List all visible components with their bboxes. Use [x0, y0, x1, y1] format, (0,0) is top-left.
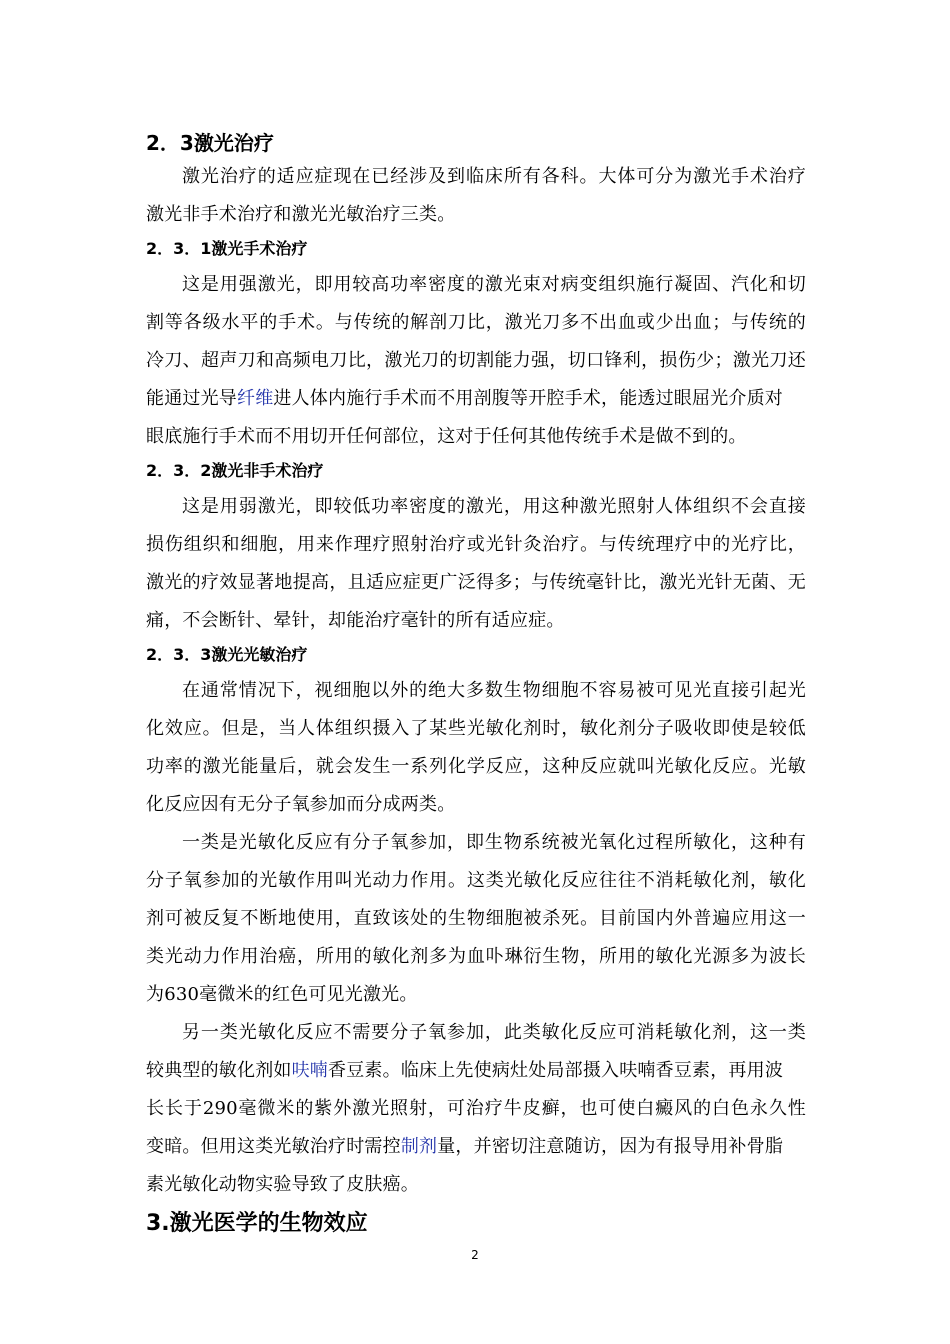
section-heading-3: 3.激光医学的生物效应: [146, 1211, 368, 1236]
text-span: 变暗。但用这类光敏治疗时需控: [146, 1136, 401, 1157]
paragraph-line: 剂可被反复不断地使用，直致该处的生物细胞被杀死。目前国内外普遍应用这一: [146, 908, 806, 929]
text-span: 进人体内施行手术而不用剖腹等开腔手术，能透过眼屈光介质对: [273, 388, 784, 409]
furan-link[interactable]: 呋喃: [291, 1060, 329, 1081]
subsection-heading-2-3-3: 2．3．3激光光敏治疗: [146, 645, 308, 664]
text-span: 能通过光导: [146, 388, 237, 409]
section-heading-2-3: 2．3激光治疗: [146, 131, 274, 155]
paragraph-line: 功率的激光能量后，就会发生一系列化学反应，这种反应就叫光敏化反应。光敏: [146, 756, 806, 777]
paragraph-line: 长长于290毫微米的紫外激光照射，可治疗牛皮癣，也可使白癜风的白色永久性: [146, 1098, 806, 1119]
paragraph-line: 激光的疗效显著地提高，且适应症更广泛得多；与传统毫针比，激光光针无菌、无: [146, 572, 806, 593]
paragraph-line: 化反应因有无分子氧参加而分成两类。: [146, 794, 456, 815]
paragraph-line: 分子氧参加的光敏作用叫光动力作用。这类光敏化反应往往不消耗敏化剂，敏化: [146, 870, 806, 891]
subsection-heading-2-3-2: 2．3．2激光非手术治疗: [146, 461, 324, 480]
paragraph-line: 在通常情况下，视细胞以外的绝大多数生物细胞不容易被可见光直接引起光: [182, 680, 806, 701]
paragraph-line: 痛，不会断针、晕针，却能治疗毫针的所有适应症。: [146, 610, 565, 631]
paragraph-line: 为630毫微米的红色可见光激光。: [146, 984, 418, 1005]
page-number: 2: [471, 1248, 479, 1262]
intro-line: 激光治疗的适应症现在已经涉及到临床所有各科。大体可分为激光手术治疗: [182, 166, 806, 187]
text-span: 较典型的敏化剂如: [146, 1060, 292, 1081]
paragraph-line: 素光敏化动物实验导致了皮肤癌。: [146, 1174, 419, 1195]
paragraph-line: [146, 1056, 806, 1082]
paragraph-line: 损伤组织和细胞，用来作理疗照射治疗或光针灸治疗。与传统理疗中的光疗比，: [146, 534, 806, 555]
paragraph-line: 一类是光敏化反应有分子氧参加，即生物系统被光氧化过程所敏化，这种有: [182, 832, 806, 853]
paragraph-line: [146, 1132, 806, 1158]
preparation-link[interactable]: 制剂: [400, 1136, 438, 1157]
intro-line: 激光非手术治疗和激光光敏治疗三类。: [146, 204, 456, 225]
paragraph-line: 眼底施行手术而不用切开任何部位，这对于任何其他传统手术是做不到的。: [146, 426, 747, 447]
fiber-link[interactable]: 纤维: [237, 388, 274, 409]
paragraph-line: 冷刀、超声刀和高频电刀比，激光刀的切割能力强，切口锋利，损伤少；激光刀还: [146, 350, 806, 371]
paragraph-line: 化效应。但是，当人体组织摄入了某些光敏化剂时，敏化剂分子吸收即使是较低: [146, 718, 806, 739]
paragraph-line: 这是用弱激光，即较低功率密度的激光，用这种激光照射人体组织不会直接: [182, 496, 806, 517]
paragraph-line: 这是用强激光，即用较高功率密度的激光束对病变组织施行凝固、汽化和切: [182, 274, 806, 295]
paragraph-line: 类光动力作用治癌，所用的敏化剂多为血卟琳衍生物，所用的敏化光源多为波长: [146, 946, 806, 967]
text-span: 量，并密切注意随访，因为有报导用补骨脂: [437, 1136, 784, 1157]
paragraph-line: [146, 384, 806, 410]
text-span: 香豆素。临床上先使病灶处局部摄入呋喃香豆素，再用波: [328, 1060, 784, 1081]
paragraph-line: 割等各级水平的手术。与传统的解剖刀比，激光刀多不出血或少出血；与传统的: [146, 312, 806, 333]
subsection-heading-2-3-1: 2．3．1激光手术治疗: [146, 239, 308, 258]
paragraph-line: 另一类光敏化反应不需要分子氧参加，此类敏化反应可消耗敏化剂，这一类: [182, 1022, 806, 1043]
